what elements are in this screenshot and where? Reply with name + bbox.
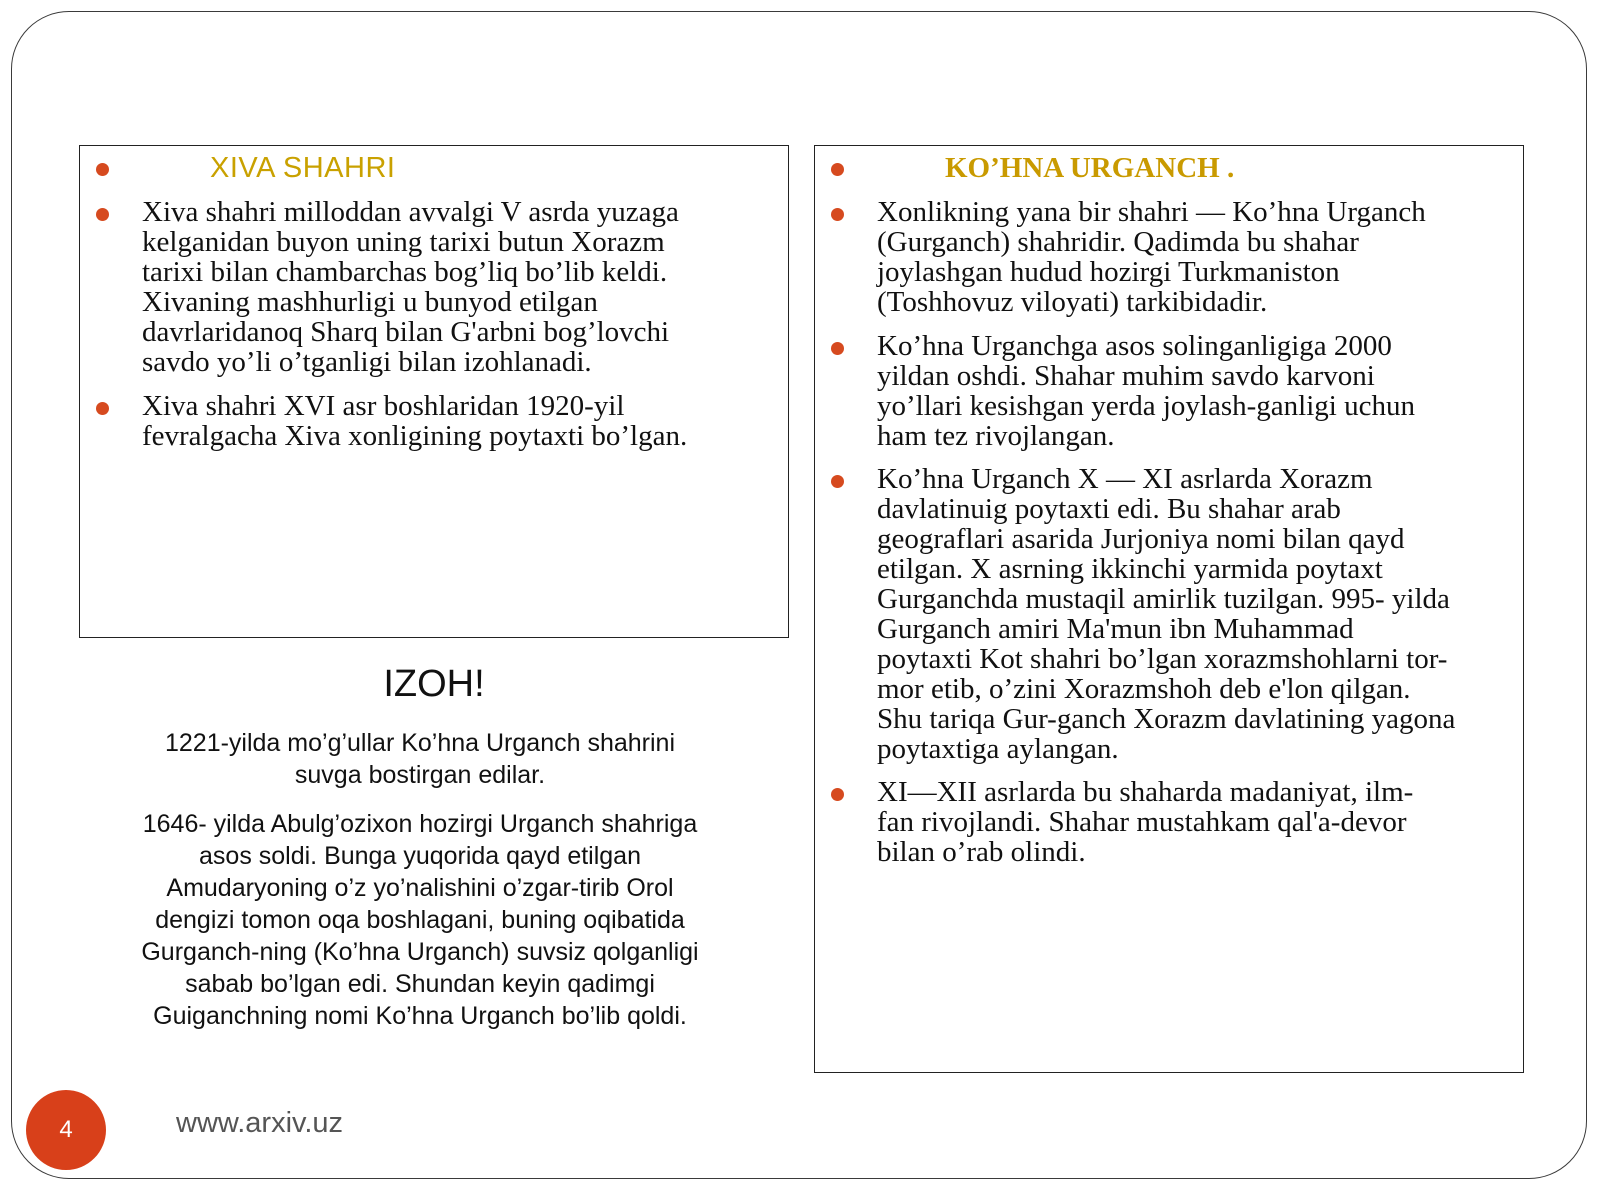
- bullet-icon: [96, 208, 109, 221]
- kohna-paragraph-text: Ko’hna Urganchga asos solinganligiga 2000 yildan oshdi. Shahar muhim savdo karvoni yo’llari kesishgan yerda joylash-ganligi uchun ham tez rivojlangan.: [877, 330, 1415, 452]
- xiva-heading-item: [96, 152, 774, 185]
- note-paragraph: 1646- yilda Abulg’ozixon hozirgi Urganch shahriga asos soldi. Bunga yuqorida qayd etilgan Amudaryoning o’z yo’nalishini o’zgar-tirib Orol dengizi tomon oqa boshlagani, buning oqibatida Gurganch-ning (Ko’hna Urganch) suvsiz qolganligi sabab bo’lgan edi. Shundan keyin qadimgi Guiganchning nomi Ko’hna Urganch bo’lib qoldi.: [141, 810, 699, 1030]
- xiva-paragraph: [96, 197, 774, 377]
- bullet-icon: [96, 163, 109, 176]
- kohna-paragraph-text: XI—XII asrlarda bu shaharda madaniyat, ilm- fan rivojlandi. Shahar mustahkam qal'a-devor bilan o’rab olindi.: [877, 776, 1414, 868]
- bullet-icon: [831, 163, 844, 176]
- bullet-icon: [831, 208, 844, 221]
- site-url: www.arxiv.uz: [176, 1107, 344, 1139]
- kohna-paragraph: [831, 331, 1509, 451]
- bullet-icon: [831, 475, 844, 488]
- xiva-paragraph: [96, 391, 774, 451]
- page-number-badge: 4: [26, 1090, 106, 1170]
- note-title: IZOH!: [383, 663, 485, 705]
- kohna-heading: KO’HNA URGANCH .: [945, 152, 1235, 184]
- kohna-paragraph: [831, 197, 1509, 317]
- kohna-heading-item: [831, 152, 1509, 185]
- xiva-panel: [79, 145, 789, 638]
- xiva-paragraph-text: Xiva shahri milloddan avvalgi V asrda yuzaga kelganidan buyon uning tarixi butun Xorazm tarixi bilan chambarchas bog’liq bo’lib keldi. Xivaning mashhurligi u bunyod etilgan davrlaridanoq Sharq bilan G'arbni bog’lovchi savdo yo’li o’tganligi bilan izohlanadi.: [142, 196, 679, 378]
- bullet-icon: [831, 788, 844, 801]
- xiva-paragraph-text: Xiva shahri XVI asr boshlaridan 1920-yil fevralgacha Xiva xonligining poytaxti bo’lgan.: [142, 390, 688, 452]
- note-paragraph: 1221-yilda mo’g’ullar Ko’hna Urganch shahrini suvga bostirgan edilar.: [164, 729, 675, 789]
- bullet-icon: [831, 342, 844, 355]
- kohna-paragraph-text: Ko’hna Urganch X — XI asrlarda Xorazm davlatinuig poytaxti edi. Bu shahar arab geograflari asarida Jurjoniya nomi bilan qayd etilgan. X asrning ikkinchi yarmida poytaxt Gurganchda mustaqil amirlik tuzilgan. 995- yilda Gurganch amiri Ma'mun ibn Muhammad poytaxti Kot shahri bo’lgan xorazmshohlarni tor- mor etib, o’zini Xorazmshoh deb e'lon qilgan. Shu tariqa Gur-ganch Xorazm davlatining yagona poytaxtiga aylangan.: [877, 463, 1456, 765]
- kohna-paragraph-text: Xonlikning yana bir shahri — Ko’hna Urganch (Gurganch) shahridir. Qadimda bu shahar joylashgan hudud hozirgi Turkmaniston (Toshhovuz viloyati) tarkibidadir.: [877, 196, 1426, 318]
- kohna-urganch-panel: [814, 145, 1524, 1073]
- xiva-heading: XIVA SHAHRI: [210, 152, 396, 184]
- kohna-paragraph: [831, 464, 1509, 764]
- kohna-paragraph: [831, 777, 1509, 867]
- bullet-icon: [96, 402, 109, 415]
